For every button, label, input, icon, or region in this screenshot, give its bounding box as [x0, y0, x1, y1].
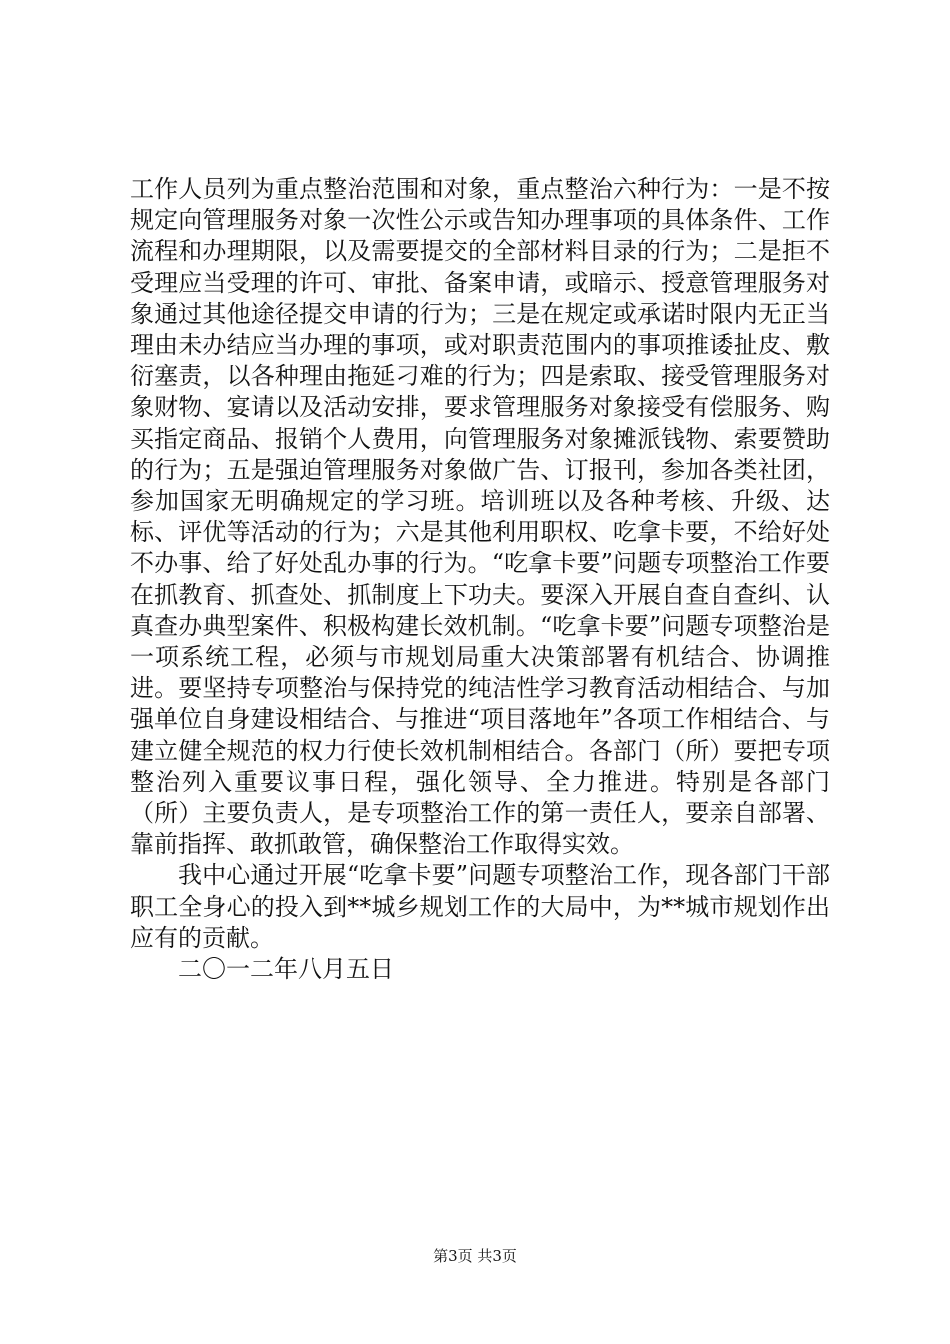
paragraph-conclusion: 我中心通过开展“吃拿卡要”问题专项整治工作，现各部门干部职工全身心的投入到**城乡规划工作的大局中，为**城市规划作出应有的贡献。: [130, 861, 830, 952]
page-footer: [0, 1245, 950, 1266]
document-body: [130, 174, 830, 985]
document-date: 二〇一二年八月五日: [178, 955, 394, 984]
page-number-label: 第3页 共3页: [433, 1247, 517, 1265]
paragraph-continuation: 工作人员列为重点整治范围和对象，重点整治六种行为：一是不按规定向管理服务对象一次性公示或告知办理事项的具体条件、工作流程和办理期限，以及需要提交的全部材料目录的行为；二是拒不受理应当受理的许可、审批、备案申请，或暗示、授意管理服务对象通过其他途径提交申请的行为；三是在规定或承诺时限内无正当理由未办结应当办理的事项，或对职责范围内的事项推诿扯皮、敷衍塞责，以各种理由拖延刁难的行为；四是索取、接受管理服务对象财物、宴请以及活动安排，要求管理服务对象接受有偿服务、购买指定商品、报销个人费用，向管理服务对象摊派钱物、索要赞助的行为；五是强迫管理服务对象做广告、订报刊，参加各类社团，参加国家无明确规定的学习班。培训班以及各种考核、升级、达标、评优等活动的行为；六是其他利用职权、吃拿卡要，不给好处不办事、给了好处乱办事的行为。“吃拿卡要”问题专项整治工作要在抓教育、抓查处、抓制度上下功夫。要深入开展自查自查纠、认真查办典型案件、积极构建长效机制。“吃拿卡要”问题专项整治是一项系统工程，必须与市规划局重大决策部署有机结合、协调推进。要坚持专项整治与保持党的纯洁性学习教育活动相结合、与加强单位自身建设相结合、与推进“项目落地年”各项工作相结合、与建立健全规范的权力行使长效机制相结合。各部门（所）要把专项整治列入重要议事日程，强化领导、全力推进。特别是各部门（所）主要负责人，是专项整治工作的第一责任人，要亲自部署、靠前指挥、敢抓敢管，确保整治工作取得实效。: [130, 175, 830, 859]
